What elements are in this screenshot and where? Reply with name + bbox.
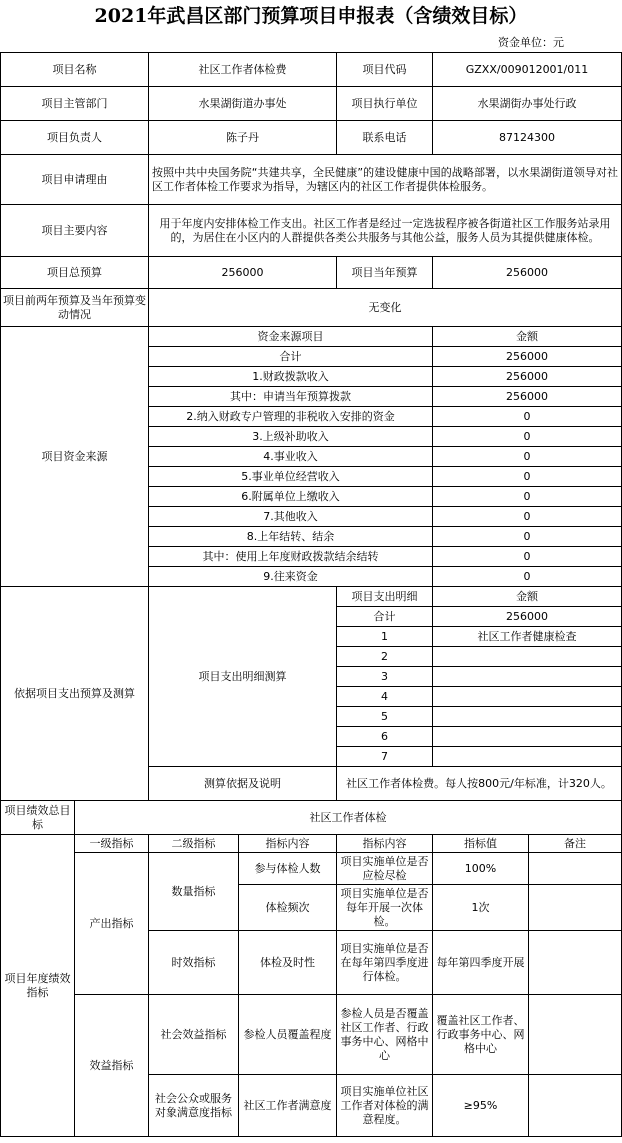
- indicator-desc: 项目实施单位是否每年开展一次体检。: [337, 885, 433, 931]
- exec-value: 水果湖街办事处行政: [433, 87, 622, 121]
- funding-amount: 0: [433, 527, 622, 547]
- unit-label: 资金单位：元: [498, 36, 564, 49]
- indicator-desc: 项目实施单位是否在每年第四季度进行体检。: [337, 931, 433, 995]
- name-label: 项目名称: [1, 53, 149, 87]
- code-label: 项目代码: [337, 53, 433, 87]
- expense-label: 依据项目支出预算及测算: [1, 587, 149, 801]
- project-table: [0, 52, 622, 1137]
- page-title: 2021年武昌区部门预算项目申报表（含绩效目标）: [94, 5, 528, 27]
- expense-text: [433, 707, 622, 727]
- funding-amount: 0: [433, 487, 622, 507]
- expense-text: [433, 647, 622, 667]
- funding-item: 8.上年结转、结余: [149, 527, 433, 547]
- expense-no: 2: [337, 647, 433, 667]
- funding-item: 3.上级补助收入: [149, 427, 433, 447]
- funding-amount: 256000: [433, 347, 622, 367]
- indicator-desc: 项目实施单位是否应检尽检: [337, 853, 433, 885]
- indicator-value: 100%: [433, 853, 529, 885]
- expense-no: 3: [337, 667, 433, 687]
- indicator-desc: 参检人员是否覆盖社区工作者、行政事务中心、网格中心: [337, 995, 433, 1075]
- indicator-content: 体检及时性: [239, 931, 337, 995]
- expense-no: 4: [337, 687, 433, 707]
- satisfaction-label: 社会公众或服务对象满意度指标: [149, 1075, 239, 1137]
- funding-item: 2.纳入财政专户管理的非税收入安排的资金: [149, 407, 433, 427]
- expense-detail-label: 项目支出明细测算: [149, 587, 337, 767]
- indicator-note: [529, 931, 622, 995]
- funding-amount: 0: [433, 547, 622, 567]
- funding-amount: 0: [433, 407, 622, 427]
- content-value: 用于年度内安排体检工作支出。社区工作者是经过一定选拔程序被各街道社区工作服务站录用的，为居住在小区内的人群提供各类公共服务与其他公益，服务人员为其提供健康体检。: [149, 205, 622, 257]
- reason-value: 按照中共中央国务院“共建共享，全民健康”的建设健康中国的战略部署，以水果湖街道领导对社区工作者体检工作要求为指导，为辖区内的社区工作者提供体检服务。: [149, 155, 622, 205]
- funding-item: 5.事业单位经营收入: [149, 467, 433, 487]
- code-value: GZXX/009012001/011: [433, 53, 622, 87]
- goal-row: [1, 801, 622, 835]
- benefit-label: 效益指标: [75, 995, 149, 1137]
- qty-label: 数量指标: [149, 853, 239, 931]
- indicators-h3: 指标内容: [239, 835, 337, 853]
- indicator-value: 1次: [433, 885, 529, 931]
- row-budget: [1, 257, 622, 289]
- expense-basis-value: 社区工作者体检费。每人按800元/年标准，计320人。: [337, 767, 622, 801]
- funding-item: 其中：使用上年度财政拨款结余结转: [149, 547, 433, 567]
- funding-amount: 0: [433, 447, 622, 467]
- goal-label: 项目绩效总目标: [1, 801, 75, 835]
- funding-header-row: [1, 327, 622, 347]
- indicator-value: 覆盖社区工作者、行政事务中心、网格中心: [433, 995, 529, 1075]
- funding-item: 4.事业收入: [149, 447, 433, 467]
- funding-amount: 256000: [433, 367, 622, 387]
- indicator-note: [529, 995, 622, 1075]
- indicator-note: [529, 885, 622, 931]
- expense-no: 5: [337, 707, 433, 727]
- funding-item: 7.其他收入: [149, 507, 433, 527]
- change-value: 无变化: [149, 289, 622, 327]
- row-name: [1, 53, 622, 87]
- funding-item: 9.往来资金: [149, 567, 433, 587]
- indicator-content: 参与体检人数: [239, 853, 337, 885]
- funding-amount: 0: [433, 567, 622, 587]
- indicator-content: 社区工作者满意度: [239, 1075, 337, 1137]
- expense-text: [433, 667, 622, 687]
- expense-basis-label: 测算依据及说明: [149, 767, 337, 801]
- current-label: 项目当年预算: [337, 257, 433, 289]
- indicator-value: 每年第四季度开展: [433, 931, 529, 995]
- phone-label: 联系电话: [337, 121, 433, 155]
- goal-value: 社区工作者体检: [75, 801, 622, 835]
- funding-col-item: 资金来源项目: [149, 327, 433, 347]
- expense-text: [433, 687, 622, 707]
- content-label: 项目主要内容: [1, 205, 149, 257]
- expense-no: 1: [337, 627, 433, 647]
- name-value: 社区工作者体检费: [149, 53, 337, 87]
- funding-item: 其中：申请当年预算拨款: [149, 387, 433, 407]
- social-label: 社会效益指标: [149, 995, 239, 1075]
- funding-amount: 0: [433, 507, 622, 527]
- indicators-h1: 一级指标: [75, 835, 149, 853]
- indicator-row: [1, 853, 622, 885]
- expense-total-label: 合计: [337, 607, 433, 627]
- funding-col-amount: 金额: [433, 327, 622, 347]
- expense-col-amount: 金额: [433, 587, 622, 607]
- dept-value: 水果湖街道办事处: [149, 87, 337, 121]
- indicator-value: ≥95%: [433, 1075, 529, 1137]
- expense-text: [433, 727, 622, 747]
- funding-label: 项目资金来源: [1, 327, 149, 587]
- funding-amount: 0: [433, 467, 622, 487]
- indicators-header-row: [1, 835, 622, 853]
- exec-label: 项目执行单位: [337, 87, 433, 121]
- dept-label: 项目主管部门: [1, 87, 149, 121]
- unit-row: [0, 32, 622, 52]
- indicator-desc: 项目实施单位社区工作者对体检的满意程度。: [337, 1075, 433, 1137]
- indicator-content: 参检人员覆盖程度: [239, 995, 337, 1075]
- indicator-note: [529, 853, 622, 885]
- funding-item: 合计: [149, 347, 433, 367]
- indicators-h5: 指标值: [433, 835, 529, 853]
- expense-text: 社区工作者健康检查: [433, 627, 622, 647]
- total-label: 项目总预算: [1, 257, 149, 289]
- funding-amount: 256000: [433, 387, 622, 407]
- expense-total-value: 256000: [433, 607, 622, 627]
- indicators-h2: 二级指标: [149, 835, 239, 853]
- indicators-label: 项目年度绩效指标: [1, 835, 75, 1137]
- expense-header-row: [1, 587, 622, 607]
- expense-col-detail: 项目支出明细: [337, 587, 433, 607]
- row-dept: [1, 87, 622, 121]
- owner-value: 陈子丹: [149, 121, 337, 155]
- row-reason: [1, 155, 622, 205]
- row-content: [1, 205, 622, 257]
- change-label: 项目前两年预算及当年预算变动情况: [1, 289, 149, 327]
- funding-item: 1.财政拨款收入: [149, 367, 433, 387]
- funding-amount: 0: [433, 427, 622, 447]
- time-label: 时效指标: [149, 931, 239, 995]
- phone-value: 87124300: [433, 121, 622, 155]
- total-value: 256000: [149, 257, 337, 289]
- reason-label: 项目申请理由: [1, 155, 149, 205]
- row-owner: [1, 121, 622, 155]
- expense-no: 7: [337, 747, 433, 767]
- expense-text: [433, 747, 622, 767]
- funding-item: 6.附属单位上缴收入: [149, 487, 433, 507]
- indicator-row: [1, 995, 622, 1075]
- current-value: 256000: [433, 257, 622, 289]
- indicator-note: [529, 1075, 622, 1137]
- owner-label: 项目负责人: [1, 121, 149, 155]
- expense-no: 6: [337, 727, 433, 747]
- indicator-content: 体检频次: [239, 885, 337, 931]
- row-change: [1, 289, 622, 327]
- indicators-h4: 指标内容: [337, 835, 433, 853]
- indicators-h6: 备注: [529, 835, 622, 853]
- output-label: 产出指标: [75, 853, 149, 995]
